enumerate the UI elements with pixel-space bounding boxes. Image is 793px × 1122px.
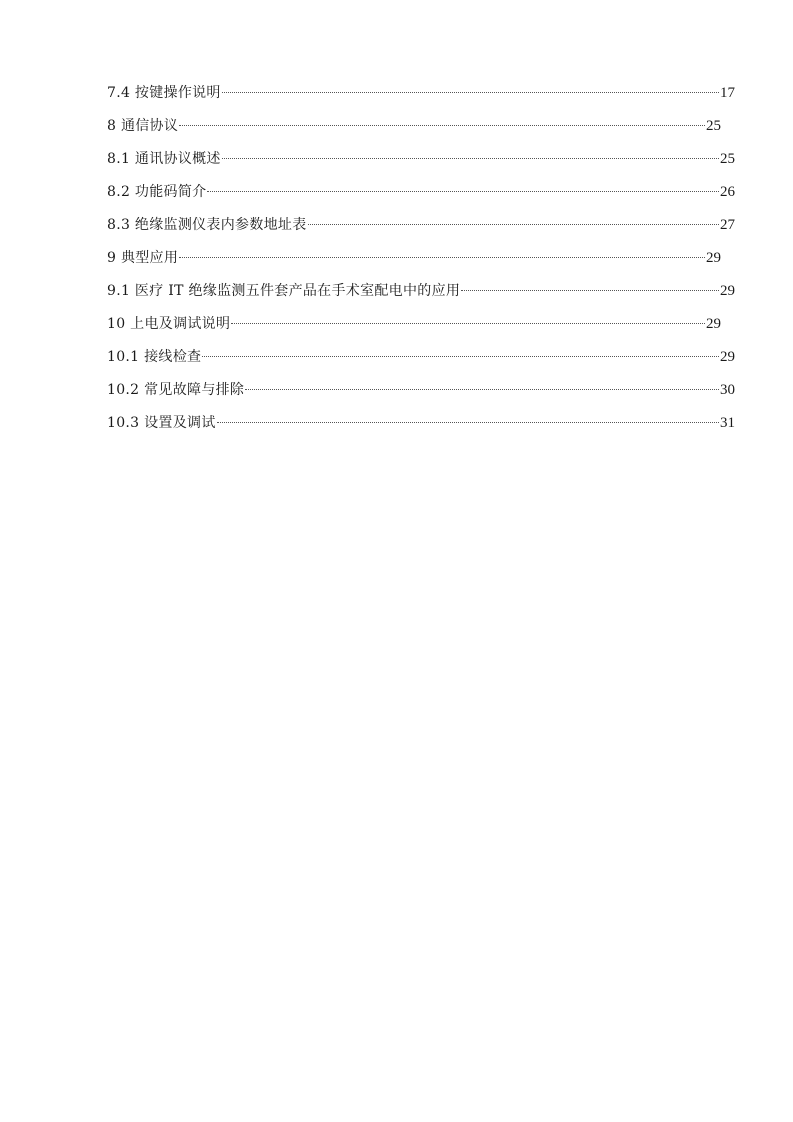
toc-entry-title: 8.3 绝缘监测仪表内参数地址表 bbox=[107, 217, 307, 233]
toc-entry-page: 31 bbox=[720, 415, 735, 431]
toc-entry-title: 10.1 接线检查 bbox=[107, 349, 202, 365]
toc-dot-leader bbox=[202, 356, 719, 357]
toc-dot-leader bbox=[245, 389, 719, 390]
toc-dot-leader bbox=[207, 191, 719, 192]
toc-entry-title: 9.1 医疗 IT 绝缘监测五件套产品在手术室配电中的应用 bbox=[107, 283, 461, 299]
toc-entry-page: 29 bbox=[706, 316, 721, 332]
toc-entry-page: 27 bbox=[720, 217, 735, 233]
toc-entry-title: 10.2 常见故障与排除 bbox=[107, 382, 245, 398]
toc-entry-title: 10 上电及调试说明 bbox=[107, 316, 231, 332]
toc-entry-title: 8.2 功能码简介 bbox=[107, 184, 207, 200]
toc-dot-leader bbox=[231, 323, 705, 324]
toc-entry-7-4[interactable] bbox=[107, 80, 735, 113]
toc-dot-leader bbox=[222, 158, 719, 159]
toc-entry-10[interactable] bbox=[107, 311, 735, 344]
toc-entry-page: 25 bbox=[720, 151, 735, 167]
toc-dot-leader bbox=[179, 125, 705, 126]
toc-entry-10-3[interactable] bbox=[107, 410, 735, 443]
toc-entry-title: 10.3 设置及调试 bbox=[107, 415, 216, 431]
toc-entry-page: 29 bbox=[720, 283, 735, 299]
toc-entry-page: 30 bbox=[720, 382, 735, 398]
toc-dot-leader bbox=[308, 224, 719, 225]
toc-entry-9[interactable] bbox=[107, 245, 735, 278]
toc-entry-page: 29 bbox=[720, 349, 735, 365]
toc-entry-10-2[interactable] bbox=[107, 377, 735, 410]
table-of-contents bbox=[107, 80, 735, 443]
toc-entry-page: 26 bbox=[720, 184, 735, 200]
toc-entry-8-2[interactable] bbox=[107, 179, 735, 212]
toc-entry-title: 7.4 按键操作说明 bbox=[107, 85, 221, 101]
toc-dot-leader bbox=[179, 257, 705, 258]
toc-dot-leader bbox=[222, 92, 719, 93]
toc-entry-9-1[interactable] bbox=[107, 278, 735, 311]
toc-entry-title: 8.1 通讯协议概述 bbox=[107, 151, 221, 167]
toc-dot-leader bbox=[461, 290, 719, 291]
toc-entry-page: 17 bbox=[720, 85, 735, 101]
toc-entry-title: 9 典型应用 bbox=[107, 250, 179, 266]
toc-entry-8-1[interactable] bbox=[107, 146, 735, 179]
toc-entry-8[interactable] bbox=[107, 113, 735, 146]
toc-entry-page: 25 bbox=[706, 118, 721, 134]
toc-dot-leader bbox=[217, 422, 719, 423]
toc-entry-page: 29 bbox=[706, 250, 721, 266]
toc-entry-10-1[interactable] bbox=[107, 344, 735, 377]
toc-entry-title: 8 通信协议 bbox=[107, 118, 179, 134]
toc-entry-8-3[interactable] bbox=[107, 212, 735, 245]
